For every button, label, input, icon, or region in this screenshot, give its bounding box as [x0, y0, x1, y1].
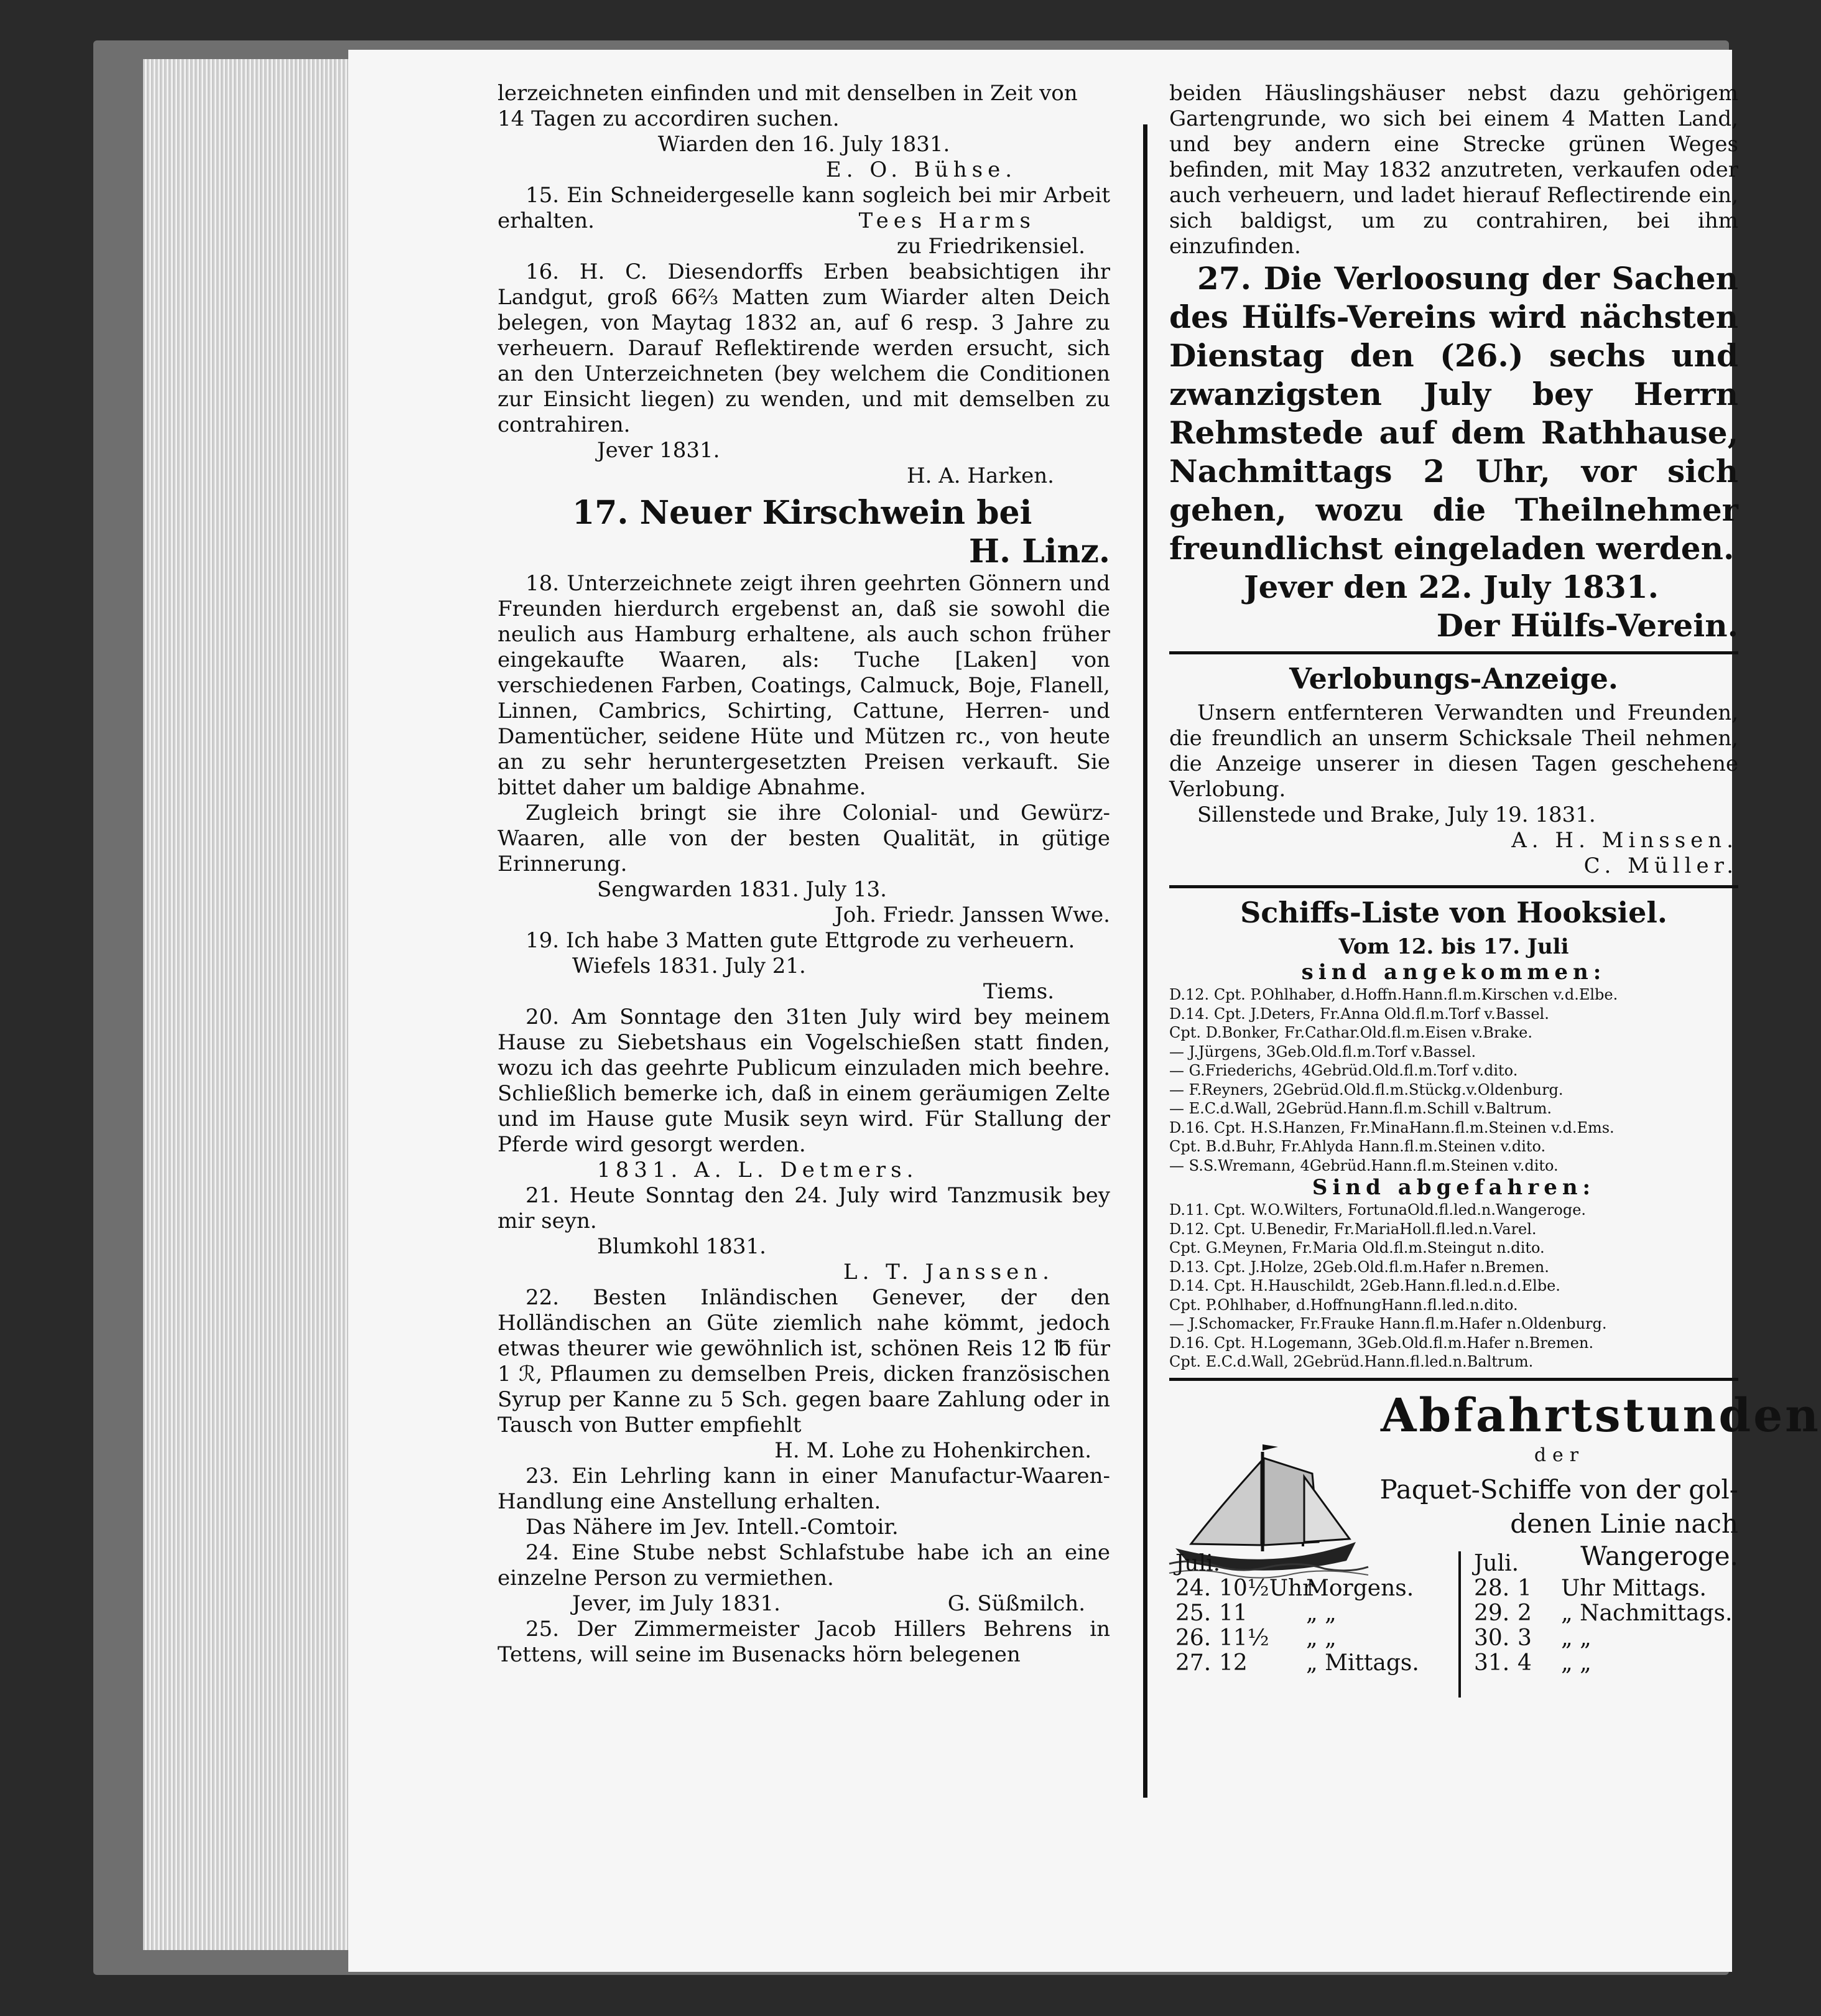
note: „ „: [1561, 1625, 1592, 1651]
section-title: Verlobungs-Anzeige.: [1289, 662, 1618, 695]
time: 10½Uhr: [1219, 1575, 1314, 1601]
place: zu Friedrikensiel.: [896, 234, 1085, 259]
timetable: [1169, 1388, 1821, 1713]
time: 1: [1518, 1575, 1532, 1601]
time: 11: [1219, 1600, 1248, 1626]
note: „ „: [1561, 1650, 1592, 1676]
time: 2: [1518, 1600, 1532, 1626]
signature: H. A. Harken.: [906, 463, 1054, 488]
left-column: [498, 81, 1110, 1810]
time: 12: [1219, 1650, 1248, 1676]
period: Vom 12. bis 17. Juli: [1338, 934, 1569, 959]
signature: C. Müller.: [1583, 853, 1738, 878]
day: 30.: [1474, 1625, 1510, 1651]
column-divider: [1143, 124, 1147, 1798]
engagement-text: Unsern entfernteren Verwandten und Freunden, die freundlich an unserm Schicksale Theil nehmen, die Anzeige unserer in diesen Tagen geschehene Verlobung.: [1169, 700, 1738, 802]
signature: Joh. Friedr. Janssen Wwe.: [835, 903, 1110, 927]
note: Uhr Mittags.: [1561, 1575, 1707, 1601]
signature: Der Hülfs-Verein.: [1436, 607, 1738, 644]
notice-22: 22. Besten Inländischen Genever, der den Holländischen an Güte ziemlich nahe kömmt, jedoch etwas theurer wie gewöhnlich ist, schönen Reis 12 ℔ für 1 ℛ, Pflaumen zu demselben Preis, dicken französischen Syrup per Kanne zu 5 Sch. gegen baare Zahlung oder in Tausch von Butter empfiehlt: [498, 1285, 1110, 1438]
notice-15: 15. Ein Schneidergeselle kann sogleich bei mir Arbeit erhalten.: [498, 183, 1110, 233]
ship-entry: — F.Reyners, 2Gebrüd.Old.fl.m.Stückg.v.Oldenburg.: [1169, 1080, 1564, 1099]
time: 3: [1518, 1625, 1532, 1651]
place-date: Wiefels 1831. July 21.: [572, 954, 806, 978]
signature: H. Linz.: [968, 532, 1110, 570]
ship-entry: D.16. Cpt. H.S.Hanzen, Fr.MinaHann.fl.m.Steinen v.d.Ems.: [1169, 1118, 1615, 1136]
day: 31.: [1474, 1650, 1510, 1676]
notice-17-title: 17. Neuer Kirschwein bei: [572, 494, 1032, 532]
text-line: lerzeichneten einfinden und mit denselben in Zeit von: [498, 81, 1078, 106]
notice-24: 24. Eine Stube nebst Schlafstube habe ich an eine einzelne Person zu vermiethen.: [498, 1540, 1110, 1591]
text-line: 14 Tagen zu accordiren suchen.: [498, 106, 840, 131]
notice-16: 16. H. C. Diesendorffs Erben beabsichtigen ihr Landgut, groß 66⅔ Matten zum Wiarder alten Deich belegen, von Maytag 1832 an, auf 6 resp. 3 Jahre zu verheuern. Darauf Reflektirende werden ersucht, sich an den Unterzeichneten (bey welchem die Conditionen zur Einsicht liegen) zu wenden, und mit demselben zu contrahiren.: [498, 259, 1110, 437]
signature: E. O. Bühse.: [825, 157, 1017, 182]
notice-18: 18. Unterzeichnete zeigt ihren geehrten Gönnern und Freunden hierdurch ergebenst an, daß sie sowohl die neulich aus Hamburg erhaltene, als auch schon früher eingekaufte Waaren, als: Tuche [Laken] von verschiedenen Farben, Coatings, Calmuck, Boje, Flanell, Linnen, Cambrics, Schirting, Cattune, Herren- und Damentücher, seidene Hüte und Mützen rc., von heute an zu sehr heruntergesetzten Preisen verkauft. Sie bittet daher um baldige Abnahme.: [498, 571, 1110, 800]
note: „ „: [1306, 1625, 1337, 1651]
section-rule: [1169, 1378, 1738, 1381]
ship-entry: Cpt. E.C.d.Wall, 2Gebrüd.Hann.fl.led.n.Baltrum.: [1169, 1353, 1534, 1370]
timetable-table: [1175, 1551, 1738, 1701]
day: 28.: [1474, 1575, 1510, 1601]
notice-23: 23. Ein Lehrling kann in einer Manufactur-Waaren-Handlung eine Anstellung erhalten.: [498, 1464, 1110, 1514]
place-date: Wiarden den 16. July 1831.: [657, 132, 950, 157]
timetable-subtitle: Paquet-Schiffe von der gol-: [1379, 1474, 1738, 1505]
ship-entry: D.16. Cpt. H.Logemann, 3Geb.Old.fl.m.Hafer n.Bremen.: [1169, 1334, 1594, 1352]
section-rule: [1169, 885, 1738, 888]
timetable-row: [1175, 1601, 1449, 1626]
ship-entry: Cpt. G.Meynen, Fr.Maria Old.fl.m.Steingut n.dito.: [1169, 1239, 1545, 1257]
ship-entry: D.14. Cpt. J.Deters, Fr.Anna Old.fl.m.Torf v.Bassel.: [1169, 1005, 1549, 1023]
arrived-heading: sind angekommen:: [1301, 960, 1606, 985]
place-date: Sengwarden 1831. July 13.: [597, 877, 887, 902]
signature: G. Süßmilch.: [947, 1591, 1085, 1616]
notice-25: 25. Der Zimmermeister Jacob Hillers Behrens in Tettens, will seine im Busenacks hörn belegenen: [498, 1617, 1110, 1667]
notice-21: 21. Heute Sonntag den 24. July wird Tanzmusik bey mir seyn.: [498, 1183, 1110, 1233]
place-date: Jever den 22. July 1831.: [1244, 569, 1659, 605]
notice-26-cont: beiden Häuslingshäuser nebst dazu gehörigem Gartengrunde, wo sich bei einem 4 Matten Land, und bey andern eine Strecke grünen Weges befinden, mit May 1832 anzutreten, verkaufen oder auch verheuern, und ladet hierauf Reflectirende ein, sich baldigst, um zu contrahiren, bei ihm einzufinden.: [1169, 81, 1738, 259]
ship-entry: Cpt. D.Bonker, Fr.Cathar.Old.fl.m.Eisen v.Brake.: [1169, 1024, 1532, 1041]
ship-entry: D.14. Cpt. H.Hauschildt, 2Geb.Hann.fl.led.n.d.Elbe.: [1169, 1277, 1560, 1294]
day: 25.: [1175, 1600, 1212, 1626]
place-date: Jever 1831.: [597, 438, 720, 463]
ship-entry: D.13. Cpt. J.Holze, 2Geb.Old.fl.m.Hafer n.Bremen.: [1169, 1258, 1549, 1276]
notice-20: 20. Am Sonntage den 31ten July wird bey meinem Hause zu Siebetshaus ein Vogelschießen statt finden, wozu ich das geehrte Publicum einzuladen mich beehre. Schließlich bemerke ich, daß in einem geräumigen Zelte und im Hause gute Musik seyn wird. Für Stallung der Pferde wird gesorgt werden.: [498, 1005, 1110, 1157]
day: 26.: [1175, 1625, 1212, 1651]
departed-heading: Sind abgefahren:: [1312, 1175, 1596, 1200]
ship-entry: Cpt. B.d.Buhr, Fr.Ahlyda Hann.fl.m.Steinen v.dito.: [1169, 1138, 1546, 1155]
timetable-row: [1474, 1626, 1748, 1651]
ship-entry: — G.Friederichs, 4Gebrüd.Old.fl.m.Torf v.dito.: [1169, 1062, 1518, 1079]
timetable-der: der: [1534, 1444, 1585, 1466]
ship-entry: — J.Jürgens, 3Geb.Old.fl.m.Torf v.Bassel.: [1169, 1043, 1476, 1061]
month-heading: Juli.: [1175, 1550, 1221, 1576]
place-date: Blumkohl 1831.: [597, 1234, 766, 1259]
note: Morgens.: [1306, 1575, 1414, 1601]
note: „ „: [1306, 1600, 1337, 1626]
place-date: Sillenstede und Brake, July 19. 1831.: [1197, 802, 1596, 827]
ship-entry: — S.S.Wremann, 4Gebrüd.Hann.fl.m.Steinen v.dito.: [1169, 1156, 1559, 1174]
ship-entry: D.12. Cpt. P.Ohlhaber, d.Hoffn.Hann.fl.m.Kirschen v.d.Elbe.: [1169, 986, 1618, 1003]
timetable-left-col: [1175, 1551, 1449, 1676]
signature: 1831. A. L. Detmers.: [597, 1158, 919, 1182]
section-rule: [1169, 651, 1738, 654]
notice-27: 27. Die Verloosung der Sachen des Hülfs-Vereins wird nächsten Dienstag den (26.) sechs und zwanzigsten July bey Herrn Rehmstede auf dem Rathhause, Nachmittags 2 Uhr, vor sich gehen, wozu die Theilnehmer freundlichst eingeladen werden.: [1169, 260, 1738, 567]
signature: Tiems.: [983, 979, 1054, 1004]
note: Das Nähere im Jev. Intell.-Comtoir.: [526, 1515, 899, 1540]
timetable-divider: [1458, 1551, 1461, 1698]
signature: A. H. Minssen.: [1511, 828, 1738, 853]
day: 27.: [1175, 1650, 1212, 1676]
timetable-row: [1474, 1576, 1748, 1601]
place-date: Jever, im July 1831.: [572, 1591, 781, 1616]
day: 24.: [1175, 1575, 1212, 1601]
signature: H. M. Lohe zu Hohenkirchen.: [774, 1438, 1091, 1463]
timetable-row: [1474, 1651, 1748, 1676]
right-column: [1169, 81, 1821, 1810]
timetable-title: Abfahrtstunden: [1381, 1388, 1821, 1442]
ship-entry: D.12. Cpt. U.Benedir, Fr.MariaHoll.fl.led.n.Varel.: [1169, 1220, 1537, 1238]
note: „ Nachmittags.: [1561, 1600, 1733, 1626]
timetable-row: [1175, 1651, 1449, 1676]
ship-entry: D.11. Cpt. W.O.Wilters, FortunaOld.fl.led.n.Wangeroge.: [1169, 1201, 1587, 1219]
month-heading: Juli.: [1474, 1550, 1519, 1576]
timetable-row: [1175, 1626, 1449, 1651]
timetable-right-col: [1474, 1551, 1748, 1676]
time: 4: [1518, 1650, 1532, 1676]
note: „ Mittags.: [1306, 1650, 1419, 1676]
ship-entry: Cpt. P.Ohlhaber, d.HoffnungHann.fl.led.n.dito.: [1169, 1296, 1518, 1314]
time: 11½: [1219, 1625, 1269, 1651]
ship-entry: — E.C.d.Wall, 2Gebrüd.Hann.fl.m.Schill v.Baltrum.: [1169, 1100, 1552, 1117]
timetable-row: [1474, 1601, 1748, 1626]
day: 29.: [1474, 1600, 1510, 1626]
signature: L. T. Janssen.: [843, 1260, 1054, 1284]
page-edges: [143, 59, 354, 1950]
notice-18-cont: Zugleich bringt sie ihre Colonial- und Gewürz-Waaren, alle von der besten Qualität, in gütige Erinnerung.: [498, 801, 1110, 876]
timetable-subtitle: denen Linie nach Wangeroge.: [1510, 1508, 1738, 1571]
notice-19: 19. Ich habe 3 Matten gute Ettgrode zu verheuern.: [526, 928, 1075, 953]
signature: Tees Harms: [858, 208, 1036, 233]
section-title: Schiffs-Liste von Hooksiel.: [1240, 896, 1667, 929]
ship-entry: — J.Schomacker, Fr.Frauke Hann.fl.m.Hafer n.Oldenburg.: [1169, 1315, 1607, 1332]
timetable-row: [1175, 1576, 1449, 1601]
